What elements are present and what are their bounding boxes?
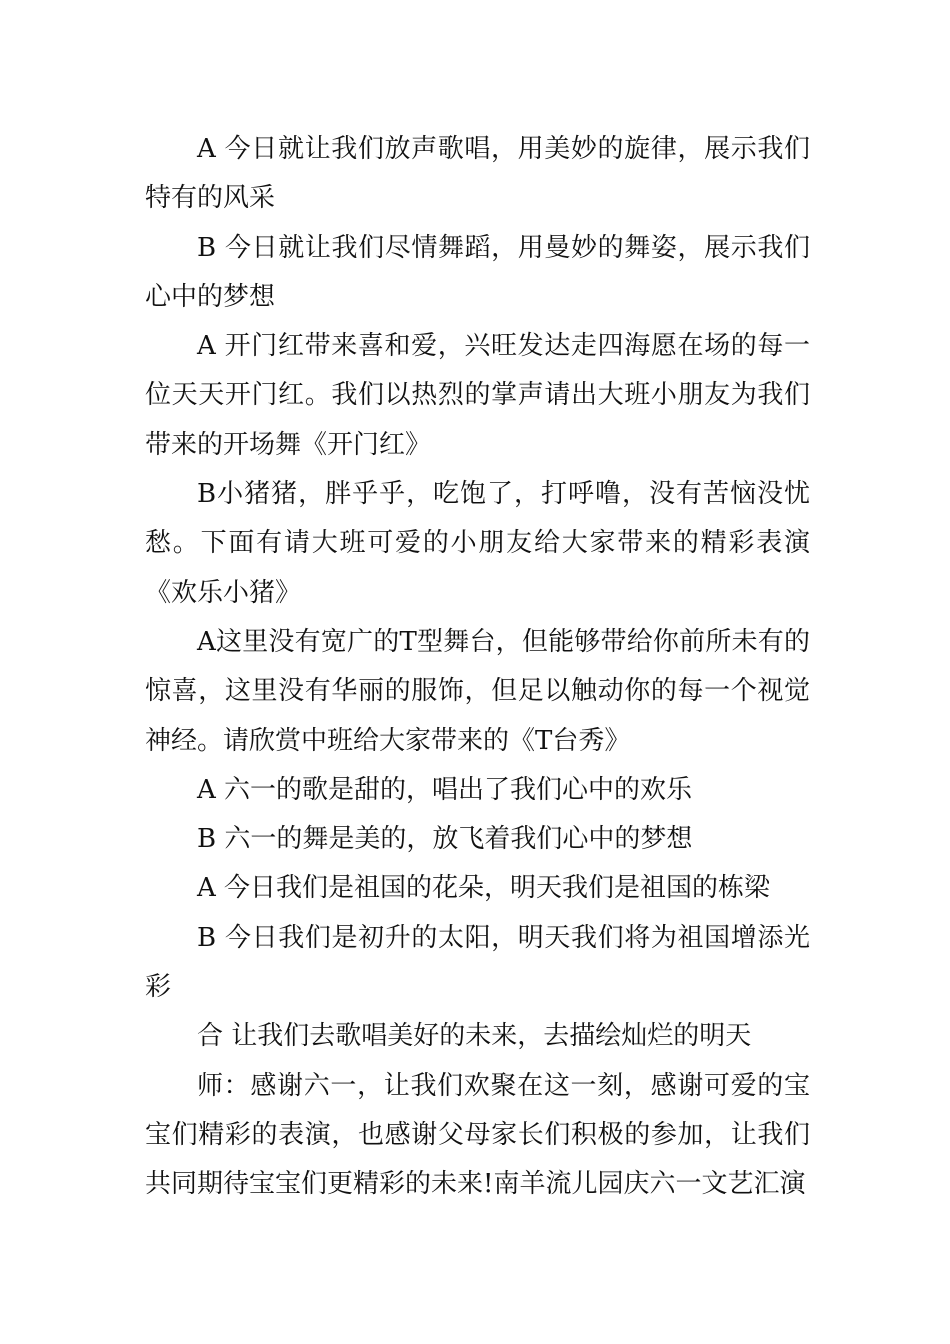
paragraph-8: A 今日我们是祖国的花朵，明天我们是祖国的栋梁 — [197, 873, 771, 904]
paragraph-2: B 今日就让我们尽情舞蹈，用曼妙的舞姿，展示我们心中的梦想 — [145, 232, 810, 312]
paragraph-11: 师：感谢六一，让我们欢聚在这一刻，感谢可爱的宝宝们精彩的表演，也感谢父母家长们积极的参加，让我们共同期待宝宝们更精彩的未来!南羊流儿园庆六一文艺汇演 — [145, 1070, 810, 1200]
paragraph-3: A 开门红带来喜和爱，兴旺发达走四海愿在场的每一位天天开门红。我们以热烈的掌声请出大班小朋友为我们带来的开场舞《开门红》 — [145, 331, 810, 460]
paragraph-4: B小猪猪，胖乎乎，吃饱了，打呼噜，没有苦恼没忧愁。下面有请大班可爱的小朋友给大家带来的精彩表演《欢乐小猪》 — [145, 479, 810, 608]
paragraph-6: A 六一的歌是甜的，唱出了我们心中的欢乐 — [197, 774, 693, 805]
paragraph-7: B 六一的舞是美的，放飞着我们心中的梦想 — [197, 824, 693, 855]
paragraph-1: A 今日就让我们放声歌唱，用美妙的旋律，展示我们特有的风采 — [145, 134, 810, 214]
paragraph-10: 合 让我们去歌唱美好的未来，去描绘灿烂的明天 — [197, 1021, 752, 1052]
paragraph-5: A这里没有宽广的T型舞台，但能够带给你前所未有的惊喜，这里没有华丽的服饰，但足以触动你的每一个视觉神经。请欣赏中班给大家带来的《T台秀》 — [145, 626, 810, 756]
paragraph-9: B 今日我们是初升的太阳，明天我们将为祖国增添光彩 — [145, 922, 810, 1003]
document-body — [145, 125, 810, 1210]
